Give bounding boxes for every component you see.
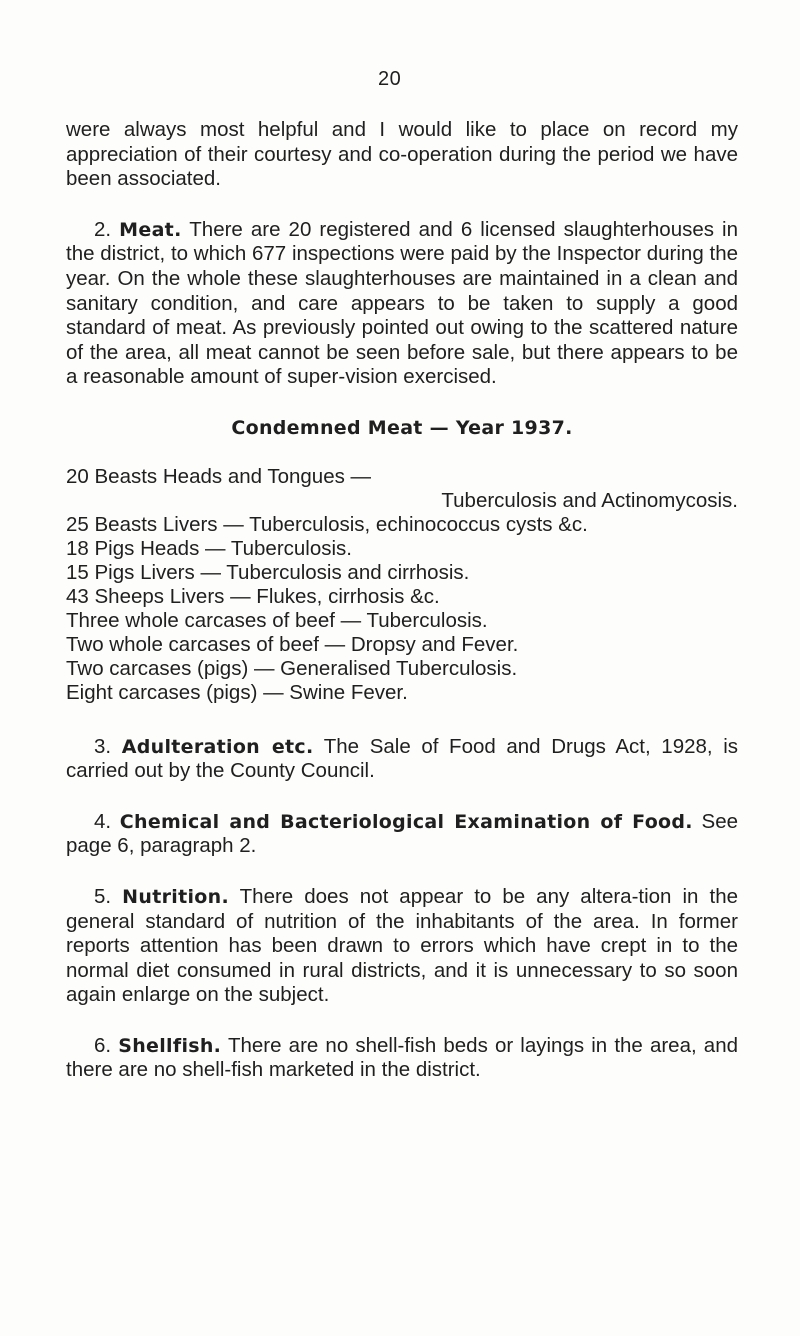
condemned-meat-list [66, 465, 738, 705]
list-item-continuation: Tuberculosis and Actinomycosis. [441, 488, 738, 512]
nutrition-heading: Nutrition. [122, 885, 229, 908]
adulteration-text: The Sale of Food and Drugs Act, 1928, is carried out by the County Council. [66, 734, 739, 783]
list-item: 43 Sheeps Livers — Flukes, cirrhosis &c. [66, 584, 440, 608]
list-item: Eight carcases (pigs) — Swine Fever. [66, 680, 408, 704]
section-number: 4. [94, 809, 112, 833]
list-item: Two whole carcases of beef — Dropsy and Fever. [66, 632, 519, 656]
adulteration-heading: Adulteration etc. [121, 735, 314, 758]
chemical-paragraph [66, 810, 738, 859]
meat-text: There are 20 registered and 6 licensed slaughterhouses in the district, to which 677 inspections were paid by the Inspector during the year. On the whole these slaughterhouses are maintained in a clean and sanitary condition, and care appears to be taken to supply a good standard of meat. As previously pointed out owing to the scattered nature of the area, all meat cannot be seen before sale, but there appears to be a reasonable amount of super-vision exercised. [66, 217, 739, 389]
list-item [66, 465, 738, 513]
list-item: 18 Pigs Heads — Tuberculosis. [66, 536, 352, 560]
section-number: 3. [94, 734, 112, 758]
list-item: Two carcases (pigs) — Generalised Tuberculosis. [66, 656, 518, 680]
shellfish-text: There are no shell-fish beds or layings in the area, and there are no shell-fish marketed in the district. [66, 1033, 738, 1082]
list-item: 15 Pigs Livers — Tuberculosis and cirrhosis. [66, 560, 470, 584]
adulteration-paragraph [66, 735, 738, 784]
meat-paragraph [66, 218, 738, 390]
page-number: 20 [378, 68, 402, 90]
nutrition-text: There does not appear to be any altera-tion in the general standard of nutrition of the inhabitants of the area. In former reports attention has been drawn to errors which have crept in to the normal diet consumed in rural districts, and it is unnecessary to so soon again enlarge on the subject. [66, 884, 738, 1007]
meat-heading: Meat. [119, 218, 182, 241]
section-number: 2. [94, 217, 112, 241]
list-item-text: 20 Beasts Heads and Tongues — [66, 464, 372, 488]
chemical-text: See page 6, paragraph 2. [66, 809, 738, 858]
nutrition-paragraph [66, 885, 738, 1008]
section-number: 6. [94, 1033, 112, 1057]
shellfish-paragraph [66, 1034, 738, 1083]
intro-paragraph: were always most helpful and I would like to place on record my appreciation of their courtesy and co-operation during the period we have been associated. [66, 118, 738, 191]
section-number: 5. [94, 884, 112, 908]
shellfish-heading: Shellfish. [118, 1034, 222, 1057]
condemned-meat-title: Condemned Meat — Year 1937. [231, 416, 573, 439]
document-body [66, 118, 738, 1109]
list-item: Three whole carcases of beef — Tuberculosis. [66, 608, 488, 632]
list-item: 25 Beasts Livers — Tuberculosis, echinococcus cysts &c. [66, 512, 588, 536]
chemical-heading: Chemical and Bacteriological Examination of Food. [119, 810, 693, 833]
